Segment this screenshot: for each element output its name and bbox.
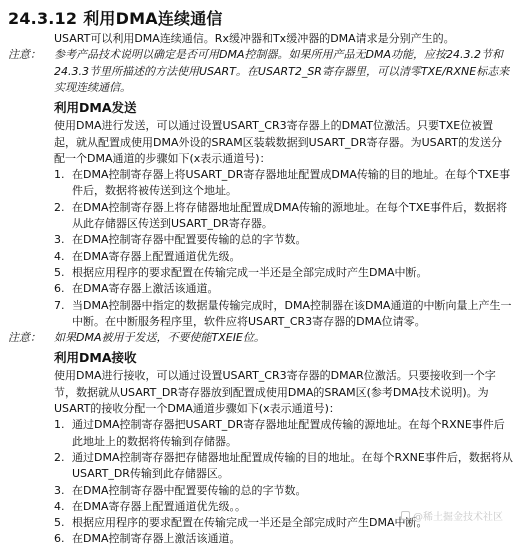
intro-paragraph: USART可以利用DMA连续通信。Rx缓冲器和Tx缓冲器的DMA请求是分别产生的。 <box>54 32 455 45</box>
list-item-line: 中断。在中断服务程序里，软件应将USART_CR3寄存器的DMA位请零。 <box>72 314 426 328</box>
send-paragraph-line: 配一个DMA通道的步骤如下(x表示通道号)： <box>54 151 271 165</box>
list-item-line: 在DMA控制寄存器上将存储器地址配置成DMA传输的源地址。在每个TXE事件后，数据将 <box>72 200 508 214</box>
list-number: 1. <box>54 418 65 432</box>
watermark <box>401 508 503 523</box>
list-number: 2. <box>54 450 65 464</box>
list-item-line: 在DMA控制寄存器中配置要传输的总的字节数。 <box>72 233 307 247</box>
juejin-logo-icon <box>401 511 410 520</box>
send-paragraph-line: 起，就从配置成使用DMA外设的SRAM区装载数据到USART_DR寄存器。为USART的发送分 <box>54 135 502 149</box>
list-number: 2. <box>54 200 65 214</box>
list-item-line: 根据应用程序的要求配置在传输完成一半还是全部完成时产生DMA中断。 <box>72 516 428 530</box>
list-item-line: 在DMA控制寄存器上将USART_DR寄存器地址配置成DMA传输的目的地址。在每个TXE事 <box>72 168 511 182</box>
receive-paragraph-line: 节，数据就从USART_DR寄存器放到配置成使用DMA的SRAM区(参考DMA技术说明)。为 <box>54 385 489 399</box>
section-title <box>8 6 223 29</box>
list-number: 1. <box>54 168 65 182</box>
list-item-line: 此地址上的数据将传输到存储器。 <box>72 434 237 448</box>
list-item-line: 在DMA控制寄存器上激活该通道。 <box>72 532 241 546</box>
list-item-line: 在DMA控制寄存器中配置要传输的总的字节数。 <box>72 483 307 497</box>
note-label: 注意： <box>8 331 41 345</box>
list-item-line: USART_DR传输到此存储器区。 <box>72 467 229 481</box>
list-item-line: 在DMA寄存器上激活该通道。 <box>72 282 219 296</box>
section-title-text: 利用DMA连续通信 <box>83 9 223 28</box>
list-number: 5. <box>54 265 65 279</box>
note-line: 24.3.3节里所描述的方法使用USART。在USART2_SR寄存器里，可以清零TXE/RXNE标志来 <box>54 64 510 78</box>
list-number: 5. <box>54 516 65 530</box>
receive-heading: 利用DMA接收 <box>54 350 137 366</box>
list-number: 3. <box>54 233 65 247</box>
list-number: 6. <box>54 532 65 546</box>
note-line: 参考产品技术说明以确定是否可用DMA控制器。如果所用产品无DMA功能，应按24.3.2节和 <box>54 48 503 62</box>
watermark-text: @稀土掘金技术社区 <box>413 512 503 523</box>
list-item-line: 通过DMA控制寄存器把USART_DR寄存器地址配置成传输的源地址。在每个RXNE事件后 <box>72 418 505 432</box>
section-number: 24.3.12 <box>8 9 78 28</box>
list-number: 4. <box>54 499 65 513</box>
send-paragraph-line: 使用DMA进行发送，可以通过设置USART_CR3寄存器上的DMAT位激活。只要TXE位被置 <box>54 119 494 133</box>
note-label: 注意： <box>8 48 41 62</box>
list-item-line: 在DMA寄存器上配置通道优先级。。 <box>72 499 246 513</box>
list-number: 6. <box>54 282 65 296</box>
list-number: 3. <box>54 483 65 497</box>
send-heading: 利用DMA发送 <box>54 100 137 116</box>
list-item-line: 件后，数据将被传送到这个地址。 <box>72 184 237 198</box>
receive-paragraph-line: USART的接收分配一个DMA通道步骤如下(x表示通道号)： <box>54 402 340 415</box>
send-note-text: 如果DMA被用于发送，不要使能TXEIE位。 <box>54 331 265 345</box>
receive-paragraph-line: 使用DMA进行接收，可以通过设置USART_CR3寄存器的DMAR位激活。只要接收到一个字 <box>54 369 496 383</box>
list-number: 7. <box>54 298 65 312</box>
note-line: 实现连续通信。 <box>54 80 131 94</box>
list-number: 4. <box>54 249 65 263</box>
list-item-line: 根据应用程序的要求配置在传输完成一半还是全部完成时产生DMA中断。 <box>72 265 428 279</box>
list-item-line: 当DMA控制器中指定的数据量传输完成时，DMA控制器在该DMA通道的中断向量上产生一 <box>72 298 512 312</box>
list-item-line: 在DMA寄存器上配置通道优先级。 <box>72 249 241 263</box>
list-item-line: 从此存储器区传送到USART_DR寄存器。 <box>72 217 273 230</box>
list-item-line: 通过DMA控制寄存器把存储器地址配置成传输的目的地址。在每个RXNE事件后，数据将从 <box>72 450 513 464</box>
